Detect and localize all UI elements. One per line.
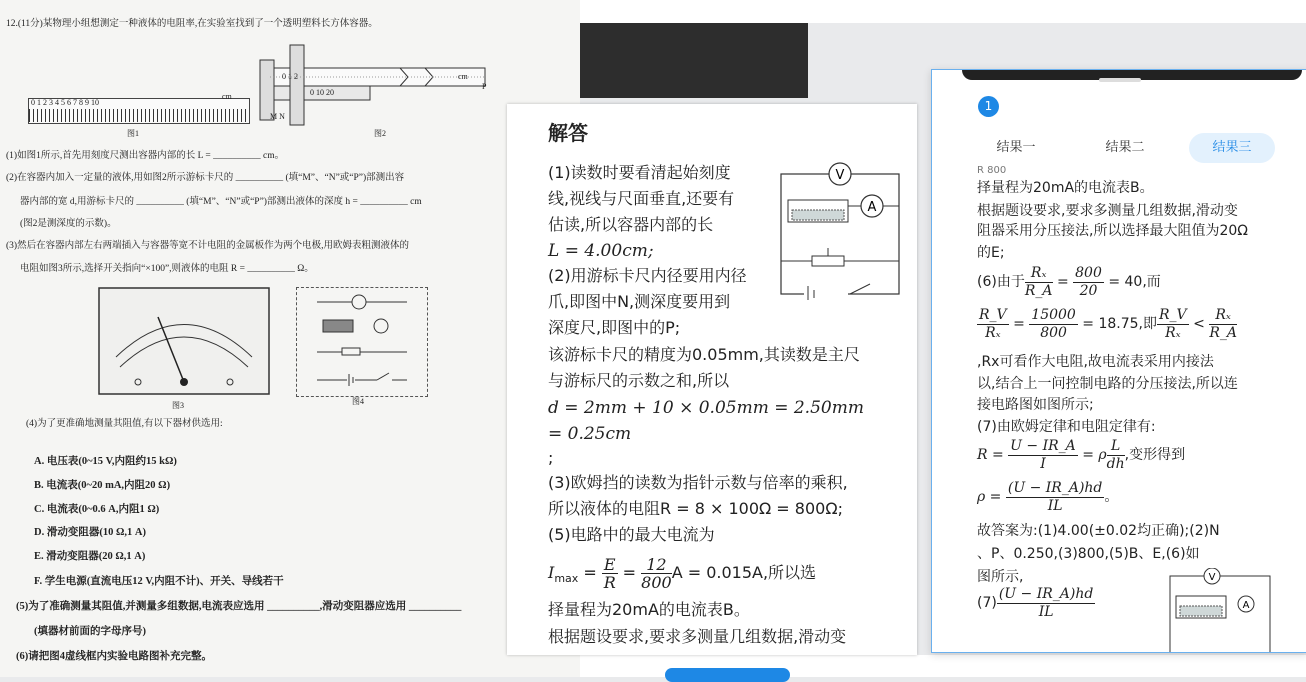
frac-den: I — [1040, 455, 1046, 472]
answer-line-16: $I_{max}$ = $\frac{E}{R}$ = $\frac{12}{800}$ A = 0.015A,所以选 — [548, 555, 817, 592]
caliper-numbers: 0 1 2 — [282, 72, 298, 81]
text: (7) — [977, 595, 997, 611]
fraction-rx-ra — [1025, 265, 1053, 300]
text: ρ = — [977, 489, 1006, 505]
figure-4-label: 图4 — [352, 397, 364, 406]
frac-num: 12 — [641, 556, 672, 574]
frac-num: E — [603, 555, 616, 574]
frac-den: Rₓ — [1165, 324, 1181, 341]
q-line-10: (6)请把图4虚线框内实验电路图补充完整。 — [16, 651, 212, 662]
q-line-5: (3)然后在容器内部左右两端插入与容器等宽不计电阻的金属板作为两个电极,用欧姆表粗测液体的 — [6, 241, 409, 251]
frac-num: 15000 — [1031, 306, 1076, 323]
result-panel — [931, 69, 1306, 653]
voltmeter-label: V — [835, 168, 845, 183]
option-a: A. 电压表(0~15 V,内阻约15 kΩ) — [34, 456, 177, 467]
imax-symbol: I — [548, 563, 555, 582]
text: (6)由于 — [977, 274, 1025, 290]
result-line-3: 阻器采用分压接法,所以选择最大阻值为20Ω — [977, 223, 1248, 239]
answer-title: 解答 — [548, 121, 588, 145]
text: 。 — [1104, 489, 1119, 505]
ruler-figure — [28, 98, 250, 124]
answer-line-10: d = 2mm + 10 × 0.05mm = 2.50mm — [548, 398, 864, 418]
frac-num: R_V — [979, 306, 1007, 323]
frac-num: L — [1107, 438, 1125, 456]
answer-line-2: 线,视线与尺面垂直,还要有 — [548, 189, 735, 208]
frac-den: IL — [1038, 603, 1054, 620]
answer-line-4: L = 4.00cm; — [548, 241, 654, 261]
imax-result: A = 0.015A,所以选 — [671, 563, 817, 582]
caliper-mn: M N — [270, 112, 285, 121]
result-line-9: 接电路图如图所示; — [977, 397, 1094, 413]
fraction-800-20 — [1073, 265, 1104, 300]
answer-line-11: = 0.25cm — [548, 424, 632, 444]
frac-den: dh — [1106, 455, 1125, 472]
caliper-unit: cm — [458, 72, 468, 81]
result-line-7: ,Rx可看作大电阻,故电流表采用内接法 — [977, 354, 1214, 370]
q-line-8: (5)为了准确测量其阻值,并测量多组数据,电流表应选用 __________,滑动变阻器应选用 __________ — [16, 601, 462, 612]
answer-line-8: 该游标卡尺的精度为0.05mm,其读数是主尺 — [548, 345, 860, 364]
q-line-1: (1)如图1所示,首先用刻度尺测出容器内部的长 L = __________ cm。 — [6, 151, 285, 161]
answer-line-14: 所以液体的电阻R = 8 × 100Ω = 800Ω; — [548, 499, 843, 518]
text: = 40,而 — [1103, 274, 1161, 290]
text: R = — [977, 447, 1009, 463]
result-circuit-diagram — [1168, 568, 1278, 652]
top-strip — [580, 0, 1306, 23]
result-line-5 — [977, 263, 1161, 301]
cut-line: R 800 — [977, 166, 1007, 176]
answer-line-3: 估读,所以容器内部的长 — [548, 215, 714, 234]
text: = ρ — [1077, 447, 1107, 463]
drag-handle[interactable] — [1099, 78, 1141, 82]
text: < — [1188, 316, 1210, 332]
tab-result-3[interactable]: 结果三 — [1189, 133, 1275, 163]
fraction-15000-800 — [1029, 307, 1078, 342]
bottom-action-button[interactable] — [665, 668, 790, 682]
q-line-2: (2)在容器内加入一定量的液体,用如图2所示游标卡尺的 __________ (填“M”、“N”或“P”)部测出容 — [6, 173, 405, 183]
answer-line-5: (2)用游标卡尺内径要用内径 — [548, 266, 747, 285]
svg-text:A: A — [1242, 600, 1250, 611]
answer-line-13: (3)欧姆挡的读数为指针示数与倍率的乘积, — [548, 473, 848, 492]
frac-den: R_A — [1024, 282, 1053, 299]
result-line-13: 故答案为:(1)4.00(±0.02均正确);(2)N — [977, 523, 1220, 539]
fraction-rho-final — [997, 586, 1096, 621]
frac-num: (U − IR_A)hd — [1007, 479, 1103, 496]
caliper-vernier: 0 10 20 — [310, 88, 334, 97]
option-c: C. 电流表(0~0.6 A,内阻1 Ω) — [34, 504, 160, 515]
answer-line-12: ; — [548, 448, 554, 467]
frac-num: Rₓ — [1209, 307, 1237, 325]
option-d: D. 滑动变阻器(10 Ω,1 A) — [34, 527, 146, 538]
answer-line-17: 择量程为20mA的电流表B。 — [548, 600, 750, 619]
result-line-11 — [977, 436, 1185, 474]
result-line-1: 择量程为20mA的电流表B。 — [977, 180, 1154, 196]
frac-num: (U − IR_A)hd — [998, 585, 1094, 602]
answer-circuit-diagram — [778, 160, 903, 300]
fraction-rx-ra-2 — [1209, 307, 1237, 342]
text: ,变形得到 — [1124, 447, 1186, 463]
result-line-10: (7)由欧姆定律和电阻定律有: — [977, 419, 1156, 435]
result-line-12 — [977, 478, 1118, 516]
tab-result-2[interactable]: 结果二 — [1105, 140, 1145, 155]
q-line-9: (填器材前面的字母序号) — [34, 626, 146, 637]
text: = — [1008, 316, 1030, 332]
caliper-figure — [250, 40, 495, 130]
frac-num: R_V — [1159, 306, 1187, 323]
answer-line-7: 深度尺,即图中的P; — [548, 318, 681, 337]
figure-1-label: 图1 — [127, 129, 139, 138]
frac-num: U − IR_A — [1010, 437, 1076, 454]
dark-banner — [580, 23, 808, 98]
option-e: E. 滑动变阻器(20 Ω,1 A) — [34, 551, 146, 562]
result-line-15: 图所示, — [977, 569, 1024, 585]
q-line-6: 电阻如图3所示,选择开关指向“×100”,则液体的电阻 R = __________ Ω。 — [20, 264, 314, 274]
fraction-e-over-r — [602, 556, 618, 591]
answer-line-6: 爪,即图中N,测深度要用到 — [548, 292, 731, 311]
frac-den: R — [603, 573, 616, 592]
answer-line-1: (1)读数时要看清起始刻度 — [548, 163, 731, 182]
result-line-16 — [977, 584, 1095, 622]
answer-line-15: (5)电路中的最大电流为 — [548, 525, 715, 544]
result-number-badge: 1 — [978, 96, 999, 117]
result-line-14: 、P、0.250,(3)800,(5)B、E,(6)如 — [977, 546, 1200, 562]
fraction-12-over-800 — [641, 556, 672, 591]
frac-den: 800 — [1040, 324, 1067, 341]
result-line-2: 根据题设要求,要求多测量几组数据,滑动变 — [977, 203, 1238, 219]
caliper-p: P — [482, 82, 487, 91]
fraction-rv-rx — [977, 307, 1009, 342]
frac-den: 20 — [1079, 282, 1098, 299]
frac-den: Rₓ — [985, 324, 1001, 341]
answer-line-18: 根据题设要求,要求多测量几组数据,滑动变 — [548, 627, 847, 646]
result-line-8: 以,结合上一问控制电路的分压接法,所以连 — [977, 376, 1238, 392]
fraction-l-dh — [1107, 438, 1125, 473]
text: = — [1052, 274, 1074, 290]
answer-panel — [507, 104, 917, 655]
option-f: F. 学生电源(直流电压12 V,内阻不计)、开关、导线若干 — [34, 576, 284, 587]
result-line-4: 的E; — [977, 245, 1005, 261]
question-title: 12.(11分)某物理小组想测定一种液体的电阻率,在实验室找到了一个透明塑料长方体容器。 — [6, 19, 378, 29]
result-line-6 — [977, 305, 1237, 343]
q-line-3: 器内部的宽 d,用游标卡尺的 __________ (填“M”、“N”或“P”)部测出液体的深度 h = __________ cm — [20, 197, 422, 207]
ammeter-label: A — [867, 200, 877, 215]
answer-line-9: 与游标尺的示数之和,所以 — [548, 371, 730, 390]
tab-result-1[interactable]: 结果一 — [996, 140, 1036, 155]
ruler-numbers: 0 1 2 3 4 5 6 7 8 9 10 — [31, 98, 99, 107]
ruler-unit: cm — [222, 92, 232, 101]
ohmmeter-figure — [98, 287, 270, 395]
q-line-7: (4)为了更准确地测量其阻值,有以下器材供选用: — [26, 419, 223, 429]
frac-den: 800 — [641, 573, 672, 592]
imax-eq: = — [578, 563, 602, 582]
text: = 18.75,即 — [1077, 316, 1158, 332]
fraction-rho — [1006, 480, 1105, 515]
figure-2-label: 图2 — [374, 129, 386, 138]
frac-den: R_A — [1209, 324, 1237, 341]
q-line-4: (图2是测深度的示数)。 — [20, 219, 117, 229]
frac-num: Rₓ — [1025, 265, 1053, 283]
fraction-u-ira-i — [1008, 438, 1078, 473]
circuit-box-figure — [296, 287, 428, 397]
imax-sub: max — [554, 572, 579, 586]
figure-3-label: 图3 — [172, 401, 184, 410]
fraction-rv-rx-2 — [1157, 307, 1189, 342]
exam-document — [0, 0, 580, 677]
frac-den: IL — [1047, 497, 1063, 514]
svg-text:V: V — [1208, 572, 1216, 583]
option-b: B. 电流表(0~20 mA,内阻20 Ω) — [34, 480, 171, 491]
frac-num: 800 — [1075, 264, 1102, 281]
